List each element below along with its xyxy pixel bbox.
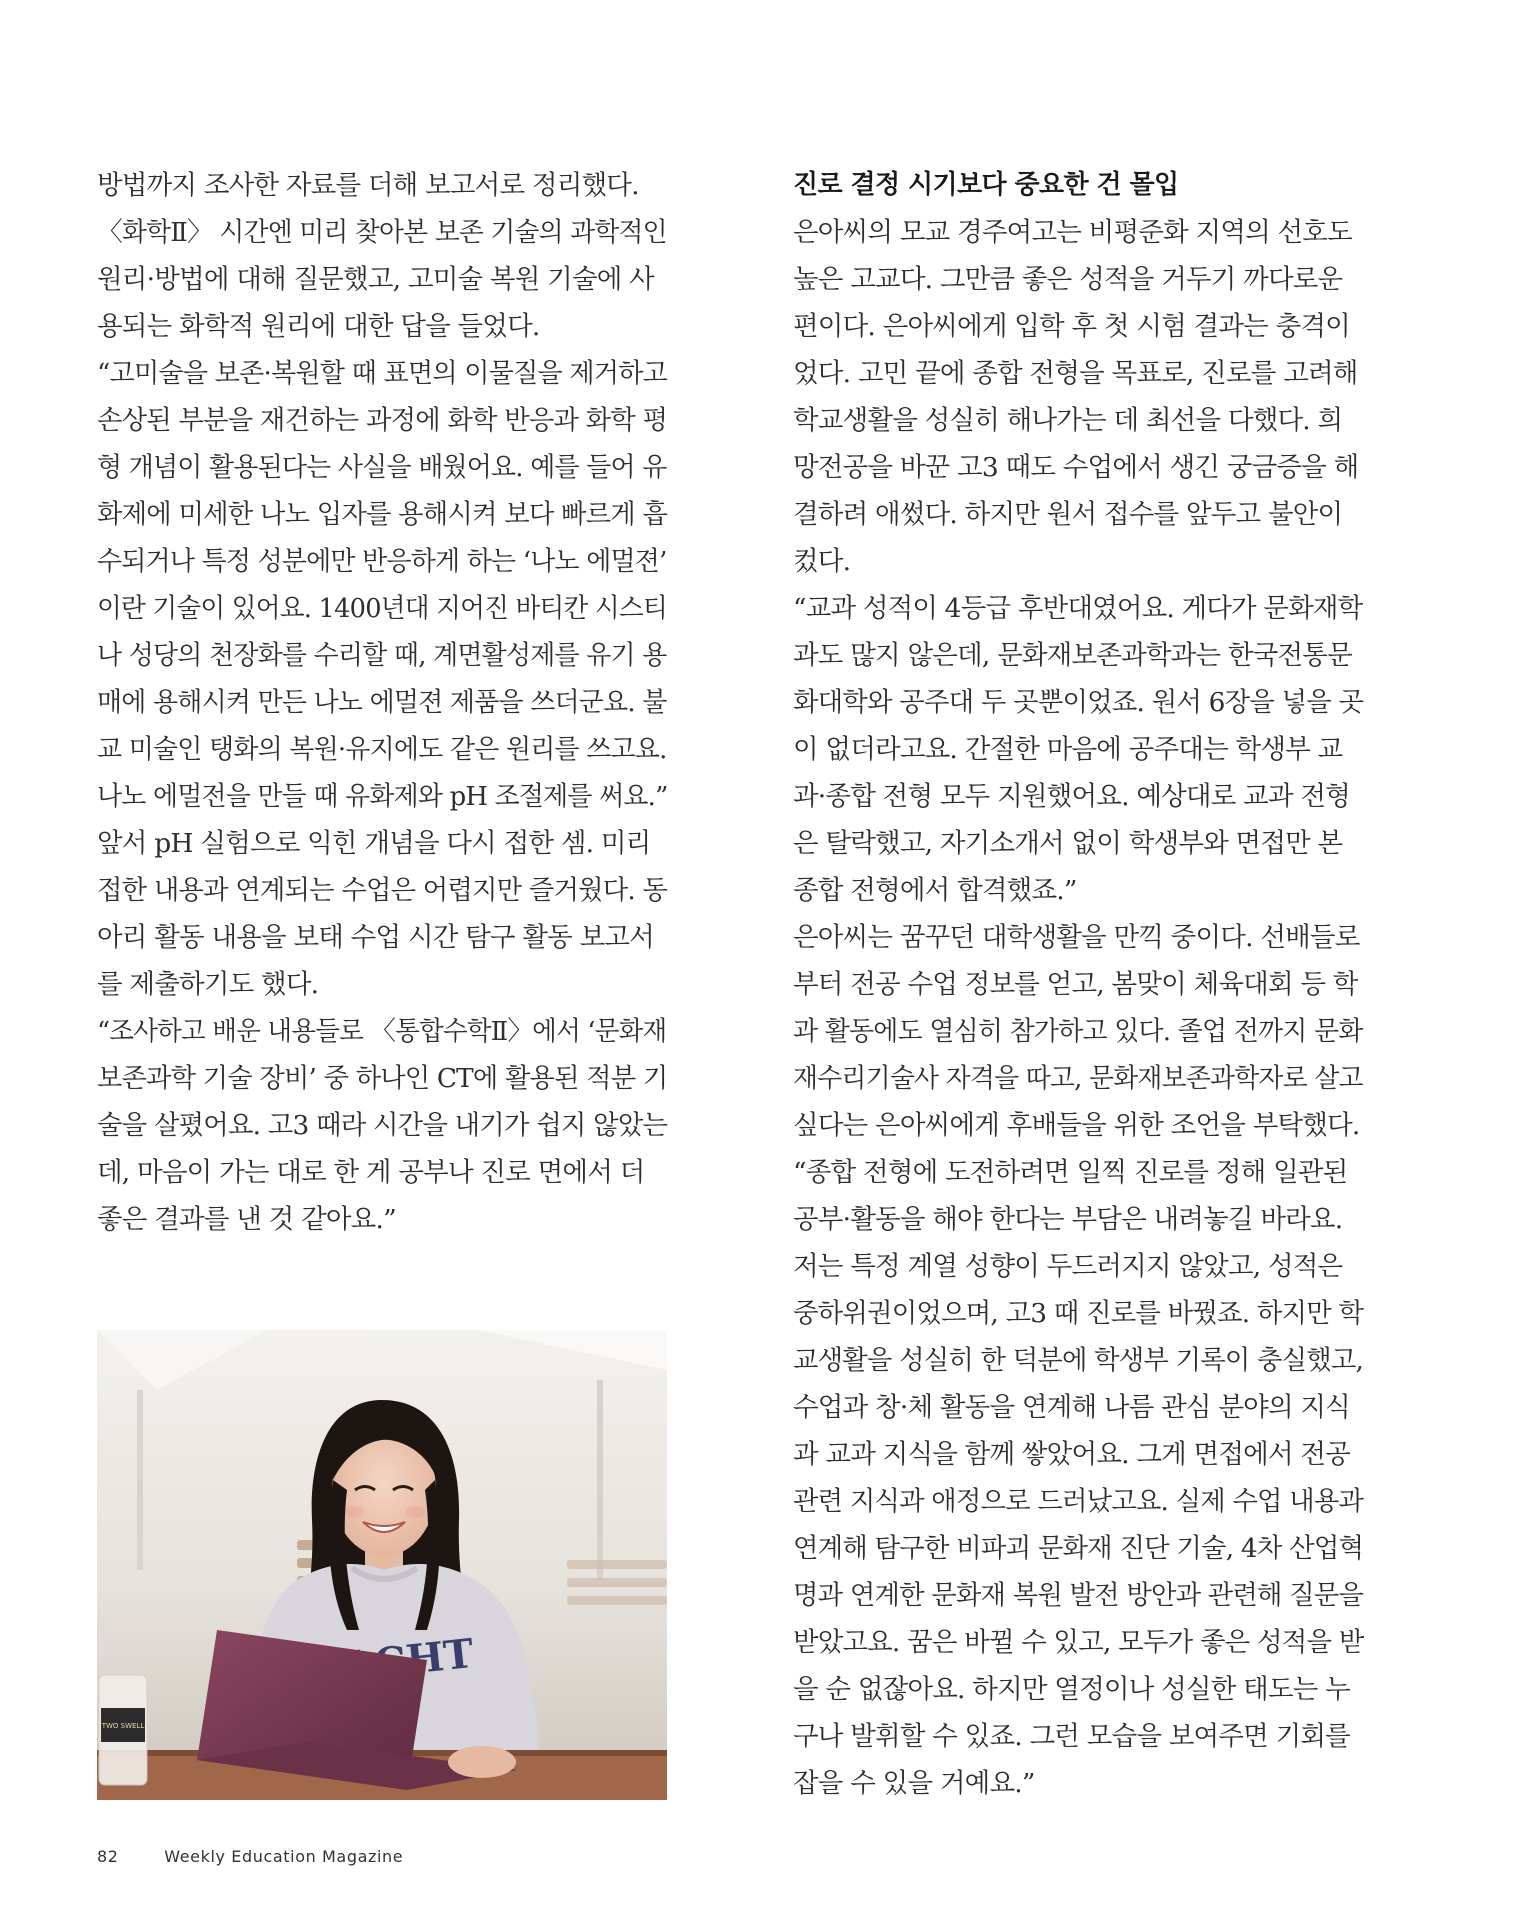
left-text-column [97,162,667,1243]
text-line: 를 제출하기도 했다. [97,969,319,1000]
text-line: 화대학와 공주대 두 곳뿐이었죠. 원서 6장을 넣을 곳 [793,687,1364,718]
student-photo [97,1330,667,1800]
text-line: 부터 전공 수업 정보를 얻고, 봄맞이 체육대회 등 학 [793,969,1358,1000]
text-line: 아리 활동 내용을 보태 수업 시간 탐구 활동 보고서 [97,922,654,953]
text-line: 형 개념이 활용된다는 사실을 배웠어요. 예를 들어 유 [97,452,667,483]
text-line: 과 활동에도 열심히 참가하고 있다. 졸업 전까지 문화 [793,1016,1363,1047]
text-line: 컸다. [793,546,851,577]
text-line: 화제에 미세한 나노 입자를 용해시켜 보다 빠르게 흡 [97,499,668,530]
text-line: 중하위권이었으며, 고3 때 진로를 바꿨죠. 하지만 학 [793,1298,1364,1329]
text-line: 명과 연계한 문화재 복원 발전 방안과 관련해 질문을 [793,1580,1364,1611]
text-line: 편이다. 은아씨에게 입학 후 첫 시험 결과는 충격이 [793,311,1350,342]
text-line: 좋은 결과를 낸 것 같아요.” [97,1204,396,1235]
text-line: 잡을 수 있을 거예요.” [793,1768,1035,1799]
text-line: 〈화학Ⅱ〉 시간엔 미리 찾아본 보존 기술의 과학적인 [97,217,667,248]
text-line: 과·종합 전형 모두 지원했어요. 예상대로 교과 전형 [793,781,1350,812]
text-line: 결하려 애썼다. 하지만 원서 접수를 앞두고 불안이 [793,499,1343,530]
text-line: 은아씨의 모교 경주여고는 비평준화 지역의 선호도 [793,217,1352,248]
text-line: 나 성당의 천장화를 수리할 때, 계면활성제를 유기 용 [97,640,667,671]
page-number: 82 [97,1847,119,1866]
text-line: 원리·방법에 대해 질문했고, 고미술 복원 기술에 사 [97,264,654,295]
text-line: “교과 성적이 4등급 후반대였어요. 게다가 문화재학 [793,593,1363,624]
text-line: 용되는 화학적 원리에 대한 답을 들었다. [97,311,540,342]
text-line: 었다. 고민 끝에 종합 전형을 목표로, 진로를 고려해 [793,358,1358,389]
page-footer [97,1847,403,1866]
text-line: 공부·활동을 해야 한다는 부담은 내려놓길 바라요. [793,1204,1343,1235]
text-line: 학교생활을 성실히 해나가는 데 최선을 다했다. 희 [793,405,1343,436]
text-line: 과 교과 지식을 함께 쌓았어요. 그게 면접에서 전공 [793,1439,1350,1470]
text-line: 보존과학 기술 장비’ 중 하나인 CT에 활용된 적분 기 [97,1063,668,1094]
text-line: 이란 기술이 있어요. 1400년대 지어진 바티칸 시스티 [97,593,667,624]
text-line: 을 순 없잖아요. 하지만 열정이나 성실한 태도는 누 [793,1674,1350,1705]
text-line: 과도 많지 않은데, 문화재보존과학과는 한국전통문 [793,640,1352,671]
text-line: “종합 전형에 도전하려면 일찍 진로를 정해 일관된 [793,1157,1348,1188]
text-line: 은 탈락했고, 자기소개서 없이 학생부와 면접만 본 [793,828,1343,859]
text-line: 매에 용해시켜 만든 나노 에멀젼 제품을 쓰더군요. 불 [97,687,667,718]
text-line: 연계해 탐구한 비파괴 문화재 진단 기술, 4차 산업혁 [793,1533,1364,1564]
text-line: “고미술을 보존·복원할 때 표면의 이물질을 제거하고 [97,358,668,389]
text-line: 구나 발휘할 수 있죠. 그런 모습을 보여주면 기회를 [793,1721,1350,1752]
text-line: 저는 특정 계열 성향이 두드러지지 않았고, 성적은 [793,1251,1343,1282]
text-line: 데, 마음이 가는 대로 한 게 공부나 진로 면에서 더 [97,1157,645,1188]
text-line: 수되거나 특정 성분에만 반응하게 하는 ‘나노 에멀젼’ [97,546,667,577]
text-line: 종합 전형에서 합격했죠.” [793,875,1077,906]
text-line: 재수리기술사 자격을 따고, 문화재보존과학자로 살고 [793,1063,1363,1094]
text-line: 나노 에멀전을 만들 때 유화제와 pH 조절제를 써요.” [97,781,668,812]
text-line: 은아씨는 꿈꾸던 대학생활을 만끽 중이다. 선배들로 [793,922,1360,953]
text-line: 교 미술인 탱화의 복원·유지에도 같은 원리를 쓰고요. [97,734,667,765]
magazine-name: Weekly Education Magazine [164,1847,404,1866]
text-line: “조사하고 배운 내용들로 〈통합수학Ⅱ〉에서 ‘문화재 [97,1016,667,1047]
right-text-column [793,162,1363,1807]
section-heading: 진로 결정 시기보다 중요한 건 몰입 [793,170,1179,200]
text-line: 이 없더라고요. 간절한 마음에 공주대는 학생부 교 [793,734,1343,765]
text-line: 방법까지 조사한 자료를 더해 보고서로 정리했다. [97,170,639,201]
text-line: 받았고요. 꿈은 바뀔 수 있고, 모두가 좋은 성적을 받 [793,1627,1364,1658]
text-line: 싶다는 은아씨에게 후배들을 위한 조언을 부탁했다. [793,1110,1360,1141]
text-line: 술을 살폈어요. 고3 때라 시간을 내기가 쉽지 않았는 [97,1110,668,1141]
text-line: 관련 지식과 애정으로 드러났고요. 실제 수업 내용과 [793,1486,1364,1517]
cup-text: TWO SWELL [101,1722,145,1730]
text-line: 접한 내용과 연계되는 수업은 어렵지만 즐거웠다. 동 [97,875,668,906]
text-line: 망전공을 바꾼 고3 때도 수업에서 생긴 궁금증을 해 [793,452,1359,483]
text-line: 수업과 창·체 활동을 연계해 나름 관심 분야의 지식 [793,1392,1350,1423]
text-line: 높은 고교다. 그만큼 좋은 성적을 거두기 까다로운 [793,264,1343,295]
text-line: 손상된 부분을 재건하는 과정에 화학 반응과 화학 평 [97,405,668,436]
text-line: 앞서 pH 실험으로 익힌 개념을 다시 접한 셈. 미리 [97,828,651,859]
text-line: 교생활을 성실히 한 덕분에 학생부 기록이 충실했고, [793,1345,1364,1376]
